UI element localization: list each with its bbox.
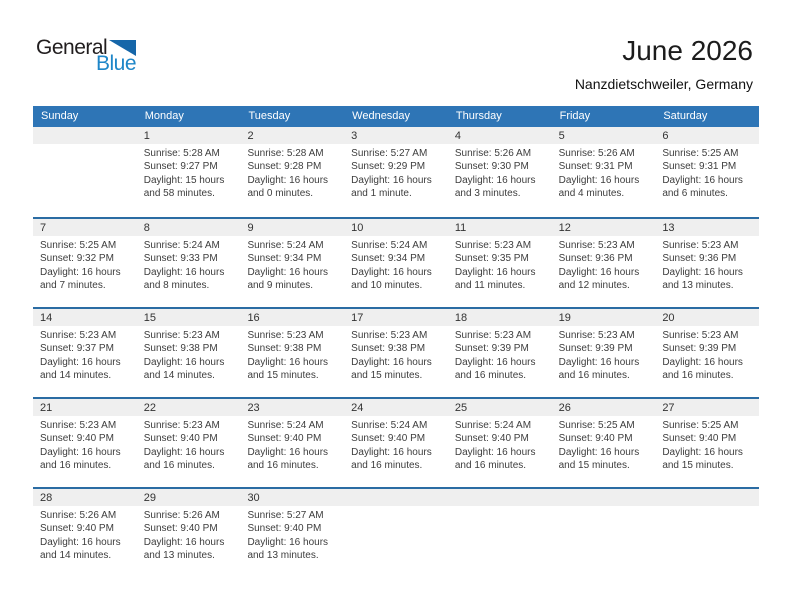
weekday-header-friday: Friday xyxy=(559,110,591,122)
day-detail-line: and 11 minutes. xyxy=(454,280,526,292)
day-details xyxy=(552,326,656,383)
day-detail-line: and 58 minutes. xyxy=(143,188,215,200)
day-cell xyxy=(33,309,137,397)
day-detail-line: Sunset: 9:32 PM xyxy=(40,253,114,265)
day-number: 15 xyxy=(137,309,241,326)
day-detail-line: Sunset: 9:40 PM xyxy=(143,433,218,445)
day-cell xyxy=(240,127,344,217)
day-cell xyxy=(655,309,759,397)
day-number: 4 xyxy=(448,127,552,144)
day-detail-line: and 16 minutes. xyxy=(143,460,215,472)
day-detail-line: and 15 minutes. xyxy=(558,460,630,472)
day-detail-line: Daylight: 16 hours xyxy=(454,174,536,186)
day-detail-line: and 16 minutes. xyxy=(247,460,319,472)
day-cell xyxy=(552,399,656,487)
day-detail-line: Daylight: 16 hours xyxy=(143,446,225,458)
day-detail-line: and 16 minutes. xyxy=(558,370,630,382)
day-detail-line: Sunrise: 5:24 AM xyxy=(143,240,220,251)
day-number: 1 xyxy=(137,127,241,144)
day-detail-line: and 15 minutes. xyxy=(351,370,423,382)
day-number: 29 xyxy=(137,489,241,506)
day-detail-line: Daylight: 16 hours xyxy=(558,266,640,278)
day-detail-line: Daylight: 16 hours xyxy=(247,266,329,278)
day-number: 21 xyxy=(33,399,137,416)
day-detail-line: and 13 minutes. xyxy=(662,280,734,292)
day-detail-line: Sunrise: 5:24 AM xyxy=(351,420,428,431)
day-detail-line: and 16 minutes. xyxy=(40,460,112,472)
day-cell xyxy=(137,309,241,397)
day-detail-line: Daylight: 16 hours xyxy=(247,446,329,458)
day-detail-line: Daylight: 16 hours xyxy=(662,446,743,458)
day-detail-line: Sunset: 9:31 PM xyxy=(558,161,633,173)
day-detail-line: and 1 minute. xyxy=(351,188,412,200)
day-detail-line: Sunset: 9:40 PM xyxy=(143,523,218,535)
day-detail-line: Sunset: 9:40 PM xyxy=(351,433,426,445)
day-detail-line: Sunset: 9:29 PM xyxy=(351,161,426,173)
day-details xyxy=(655,236,759,293)
day-number: 7 xyxy=(33,219,137,236)
day-details xyxy=(344,236,448,293)
day-details xyxy=(240,416,344,473)
day-details xyxy=(240,236,344,293)
title-block xyxy=(575,36,753,92)
day-detail-line: and 16 minutes. xyxy=(454,370,527,382)
day-cell xyxy=(448,399,552,487)
day-detail-line: Sunrise: 5:24 AM xyxy=(247,420,324,431)
day-cell xyxy=(240,309,344,397)
day-details xyxy=(448,506,552,509)
day-details xyxy=(33,416,137,473)
day-number: 19 xyxy=(552,309,656,326)
day-details xyxy=(448,326,552,383)
day-detail-line: Sunrise: 5:26 AM xyxy=(454,148,532,159)
day-detail-line: Sunrise: 5:27 AM xyxy=(247,510,324,521)
weekday-header-saturday: Saturday xyxy=(663,110,708,122)
day-detail-line: Sunset: 9:40 PM xyxy=(40,523,114,535)
weekday-header-sunday: Sunday xyxy=(41,110,79,122)
day-detail-line: Daylight: 16 hours xyxy=(351,356,432,368)
day-cell xyxy=(552,309,656,397)
day-detail-line: Sunrise: 5:23 AM xyxy=(558,240,635,251)
day-detail-line: and 3 minutes. xyxy=(454,188,521,200)
day-detail-line: Sunrise: 5:23 AM xyxy=(558,330,635,341)
day-detail-line: and 4 minutes. xyxy=(558,188,625,200)
day-number xyxy=(33,127,137,144)
day-details xyxy=(33,326,137,383)
day-number: 26 xyxy=(552,399,656,416)
day-number: 20 xyxy=(655,309,759,326)
day-detail-line: Daylight: 16 hours xyxy=(662,356,743,368)
day-detail-line: Sunset: 9:38 PM xyxy=(247,343,322,355)
day-details xyxy=(552,416,656,473)
day-details xyxy=(448,416,552,473)
day-details xyxy=(552,144,656,201)
calendar-table xyxy=(33,106,759,577)
day-number: 2 xyxy=(240,127,344,144)
day-cell xyxy=(344,219,448,307)
day-cell xyxy=(448,219,552,307)
day-cell xyxy=(33,399,137,487)
day-detail-line: Daylight: 16 hours xyxy=(143,536,225,548)
day-detail-line: Sunrise: 5:24 AM xyxy=(351,240,428,251)
day-number: 17 xyxy=(344,309,448,326)
day-number: 5 xyxy=(552,127,656,144)
empty-day-cell xyxy=(344,489,448,577)
day-detail-line: Sunset: 9:40 PM xyxy=(247,523,322,535)
day-detail-line: Daylight: 16 hours xyxy=(558,356,640,368)
week-row xyxy=(33,307,759,397)
day-number: 8 xyxy=(137,219,241,236)
day-cell xyxy=(655,127,759,217)
week-row xyxy=(33,397,759,487)
day-detail-line: Daylight: 16 hours xyxy=(40,536,121,548)
week-row xyxy=(33,217,759,307)
day-number: 12 xyxy=(552,219,656,236)
day-detail-line: Sunset: 9:34 PM xyxy=(351,253,426,265)
day-details xyxy=(344,506,448,509)
day-detail-line: and 14 minutes. xyxy=(40,370,112,382)
day-detail-line: and 14 minutes. xyxy=(40,550,112,562)
day-detail-line: Sunset: 9:27 PM xyxy=(143,161,218,173)
calendar-weeks xyxy=(33,127,759,577)
day-cell xyxy=(344,399,448,487)
day-cell xyxy=(240,219,344,307)
day-details xyxy=(344,326,448,383)
empty-day-cell xyxy=(655,489,759,577)
day-detail-line: Sunset: 9:40 PM xyxy=(662,433,737,445)
day-details xyxy=(240,144,344,201)
day-detail-line: Sunrise: 5:26 AM xyxy=(558,148,635,159)
day-cell xyxy=(344,309,448,397)
day-number: 28 xyxy=(33,489,137,506)
day-cell xyxy=(552,219,656,307)
day-detail-line: Sunset: 9:40 PM xyxy=(558,433,633,445)
general-blue-logo xyxy=(36,38,136,74)
empty-day-cell xyxy=(552,489,656,577)
empty-day-cell xyxy=(33,127,137,217)
day-number xyxy=(552,489,656,506)
day-number: 27 xyxy=(655,399,759,416)
day-detail-line: Daylight: 16 hours xyxy=(454,446,536,458)
day-detail-line: Sunrise: 5:23 AM xyxy=(143,330,220,341)
day-number: 13 xyxy=(655,219,759,236)
day-number: 30 xyxy=(240,489,344,506)
day-detail-line: Daylight: 16 hours xyxy=(351,266,432,278)
weekday-header-row xyxy=(33,106,759,127)
day-detail-line: Sunset: 9:33 PM xyxy=(143,253,218,265)
day-detail-line: Daylight: 16 hours xyxy=(558,446,640,458)
day-detail-line: Sunset: 9:38 PM xyxy=(143,343,218,355)
day-details xyxy=(33,236,137,293)
day-detail-line: Daylight: 16 hours xyxy=(662,174,743,186)
day-detail-line: Sunrise: 5:26 AM xyxy=(143,510,220,521)
day-detail-line: Sunrise: 5:28 AM xyxy=(143,148,220,159)
day-details xyxy=(240,326,344,383)
day-detail-line: Sunrise: 5:23 AM xyxy=(351,330,428,341)
day-detail-line: Sunset: 9:34 PM xyxy=(247,253,322,265)
day-detail-line: Sunrise: 5:23 AM xyxy=(143,420,220,431)
day-detail-line: Sunrise: 5:24 AM xyxy=(247,240,324,251)
day-detail-line: and 9 minutes. xyxy=(247,280,314,292)
day-detail-line: and 10 minutes. xyxy=(351,280,423,292)
day-detail-line: Daylight: 16 hours xyxy=(247,174,329,186)
day-details xyxy=(655,144,759,201)
day-detail-line: Sunset: 9:40 PM xyxy=(454,433,529,445)
day-details xyxy=(33,144,137,147)
day-details xyxy=(137,144,241,201)
day-details xyxy=(448,144,552,201)
day-number xyxy=(344,489,448,506)
weekday-header-monday: Monday xyxy=(144,110,184,122)
day-detail-line: and 16 minutes. xyxy=(662,370,734,382)
day-cell xyxy=(33,219,137,307)
day-detail-line: Sunset: 9:39 PM xyxy=(558,343,633,355)
day-number: 14 xyxy=(33,309,137,326)
day-number: 16 xyxy=(240,309,344,326)
day-cell xyxy=(655,219,759,307)
day-number: 9 xyxy=(240,219,344,236)
day-detail-line: Daylight: 15 hours xyxy=(143,174,225,186)
day-detail-line: and 7 minutes. xyxy=(40,280,106,292)
day-detail-line: Sunset: 9:36 PM xyxy=(558,253,633,265)
location-subtitle: Nanzdietschweiler, Germany xyxy=(574,76,753,92)
day-detail-line: Daylight: 16 hours xyxy=(558,174,640,186)
empty-day-cell xyxy=(448,489,552,577)
day-number: 24 xyxy=(344,399,448,416)
day-detail-line: Sunset: 9:40 PM xyxy=(247,433,322,445)
day-details xyxy=(552,236,656,293)
day-cell xyxy=(33,489,137,577)
day-detail-line: and 16 minutes. xyxy=(454,460,527,472)
day-detail-line: Sunrise: 5:25 AM xyxy=(40,240,117,251)
day-detail-line: and 14 minutes. xyxy=(143,370,215,382)
day-number: 18 xyxy=(448,309,552,326)
day-detail-line: Sunset: 9:31 PM xyxy=(662,161,737,173)
day-detail-line: Sunrise: 5:23 AM xyxy=(247,330,324,341)
day-number: 10 xyxy=(344,219,448,236)
day-detail-line: Sunrise: 5:23 AM xyxy=(454,240,532,251)
logo-word-general: General xyxy=(36,36,108,59)
day-detail-line: Sunset: 9:38 PM xyxy=(351,343,426,355)
weekday-header-thursday: Thursday xyxy=(455,110,502,122)
day-details xyxy=(655,326,759,383)
day-details xyxy=(240,506,344,563)
day-cell xyxy=(137,399,241,487)
day-details xyxy=(137,236,241,293)
weekday-header-tuesday: Tuesday xyxy=(248,110,291,122)
day-details xyxy=(344,144,448,201)
day-details xyxy=(655,416,759,473)
day-cell xyxy=(137,219,241,307)
day-number xyxy=(448,489,552,506)
day-detail-line: Daylight: 16 hours xyxy=(247,356,329,368)
day-cell xyxy=(448,127,552,217)
day-number: 11 xyxy=(448,219,552,236)
day-detail-line: and 6 minutes. xyxy=(662,188,728,200)
day-cell xyxy=(137,489,241,577)
day-number: 6 xyxy=(655,127,759,144)
day-detail-line: Sunrise: 5:25 AM xyxy=(662,420,739,431)
day-detail-line: Sunset: 9:30 PM xyxy=(454,161,529,173)
day-details xyxy=(137,416,241,473)
day-detail-line: Sunrise: 5:27 AM xyxy=(351,148,428,159)
week-row xyxy=(33,127,759,217)
day-number xyxy=(655,489,759,506)
day-cell xyxy=(655,399,759,487)
day-detail-line: Sunrise: 5:24 AM xyxy=(454,420,532,431)
day-detail-line: Sunset: 9:35 PM xyxy=(454,253,529,265)
day-detail-line: Daylight: 16 hours xyxy=(143,266,225,278)
day-detail-line: Sunrise: 5:23 AM xyxy=(40,420,117,431)
day-detail-line: Sunset: 9:37 PM xyxy=(40,343,114,355)
day-detail-line: and 13 minutes. xyxy=(247,550,319,562)
day-detail-line: Daylight: 16 hours xyxy=(143,356,225,368)
day-detail-line: Sunset: 9:40 PM xyxy=(40,433,114,445)
day-number: 23 xyxy=(240,399,344,416)
day-detail-line: Sunrise: 5:26 AM xyxy=(40,510,117,521)
day-cell xyxy=(344,127,448,217)
day-detail-line: Daylight: 16 hours xyxy=(247,536,329,548)
day-detail-line: Daylight: 16 hours xyxy=(351,174,432,186)
day-detail-line: Sunrise: 5:23 AM xyxy=(662,330,739,341)
day-detail-line: Daylight: 16 hours xyxy=(454,266,536,278)
day-detail-line: Sunset: 9:39 PM xyxy=(662,343,737,355)
day-cell xyxy=(552,127,656,217)
day-detail-line: Sunset: 9:28 PM xyxy=(247,161,322,173)
day-detail-line: Daylight: 16 hours xyxy=(454,356,536,368)
day-detail-line: and 15 minutes. xyxy=(662,460,734,472)
day-detail-line: Sunrise: 5:25 AM xyxy=(558,420,635,431)
day-detail-line: Sunrise: 5:23 AM xyxy=(40,330,117,341)
day-detail-line: and 0 minutes. xyxy=(247,188,314,200)
page-title: June 2026 xyxy=(622,35,753,66)
day-detail-line: Daylight: 16 hours xyxy=(351,446,432,458)
day-details xyxy=(344,416,448,473)
day-detail-line: Daylight: 16 hours xyxy=(40,266,121,278)
day-details xyxy=(552,506,656,509)
day-number: 22 xyxy=(137,399,241,416)
day-detail-line: and 8 minutes. xyxy=(143,280,210,292)
day-details xyxy=(137,326,241,383)
logo-word-blue: Blue xyxy=(95,52,136,75)
week-row xyxy=(33,487,759,577)
day-detail-line: Sunrise: 5:23 AM xyxy=(454,330,532,341)
day-number: 3 xyxy=(344,127,448,144)
day-detail-line: Daylight: 16 hours xyxy=(40,356,121,368)
weekday-header-wednesday: Wednesday xyxy=(352,110,411,122)
day-detail-line: and 16 minutes. xyxy=(351,460,423,472)
day-detail-line: Sunrise: 5:25 AM xyxy=(662,148,739,159)
day-detail-line: Sunset: 9:36 PM xyxy=(662,253,737,265)
day-cell xyxy=(137,127,241,217)
day-details xyxy=(448,236,552,293)
day-detail-line: Sunrise: 5:28 AM xyxy=(247,148,324,159)
day-number: 25 xyxy=(448,399,552,416)
day-detail-line: and 12 minutes. xyxy=(558,280,630,292)
day-cell xyxy=(240,399,344,487)
day-details xyxy=(137,506,241,563)
day-detail-line: Daylight: 16 hours xyxy=(662,266,743,278)
day-details xyxy=(655,506,759,509)
day-details xyxy=(33,506,137,563)
day-cell xyxy=(240,489,344,577)
day-detail-line: and 15 minutes. xyxy=(247,370,319,382)
day-detail-line: Sunset: 9:39 PM xyxy=(454,343,529,355)
day-cell xyxy=(448,309,552,397)
day-detail-line: and 13 minutes. xyxy=(143,550,215,562)
day-detail-line: Daylight: 16 hours xyxy=(40,446,121,458)
day-detail-line: Sunrise: 5:23 AM xyxy=(662,240,739,251)
